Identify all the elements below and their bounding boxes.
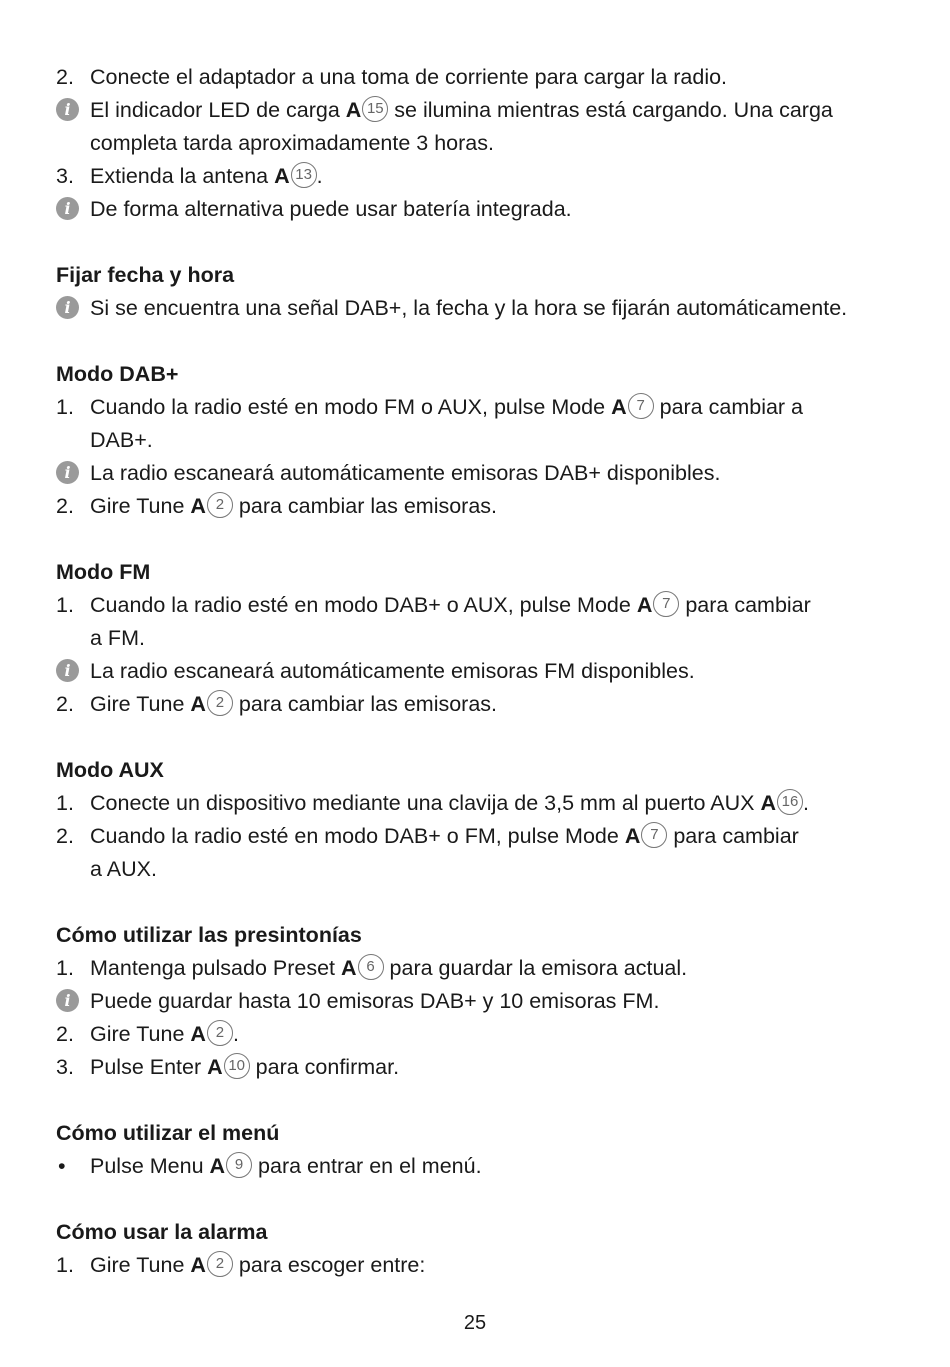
info-icon: i: [56, 461, 79, 484]
step-number: 1.: [56, 1253, 74, 1277]
step-item: 2. Gire Tune A 2 para cambiar las emisoras.: [56, 490, 906, 523]
part-reference: A: [190, 494, 206, 518]
part-reference: A: [624, 824, 641, 848]
section-heading: Cómo utilizar las presintonías: [56, 923, 362, 947]
part-reference: A: [345, 98, 362, 122]
section-heading: Modo AUX: [56, 758, 164, 782]
step-item: [56, 61, 906, 94]
bullet-mark: •: [58, 1154, 66, 1178]
step-number: 3.: [56, 1055, 74, 1079]
info-note: i La radio escaneará automáticamente emisoras DAB+ disponibles.: [56, 457, 906, 490]
section-heading: Modo FM: [56, 560, 151, 584]
info-icon: i: [56, 989, 79, 1012]
part-number-circle: 7: [653, 591, 679, 617]
step-item: 1. Cuando la radio esté en modo DAB+ o AUX, pulse Mode A 7 para cambiar: [56, 589, 906, 622]
step-number: 2.: [56, 824, 74, 848]
part-reference: A: [636, 593, 653, 617]
step-item: 2. Cuando la radio esté en modo DAB+ o FM, pulse Mode A 7 para cambiar: [56, 820, 906, 853]
step-item: 3. Pulse Enter A 10 para confirmar.: [56, 1051, 906, 1084]
info-note: i La radio escaneará automáticamente emisoras FM disponibles.: [56, 655, 906, 688]
part-number-circle: 15: [362, 96, 388, 122]
part-reference: A: [209, 1154, 226, 1178]
part-number-circle: 10: [224, 1053, 250, 1079]
step-number: 1.: [56, 956, 74, 980]
step-item: 2. Gire Tune A 2 .: [56, 1018, 906, 1051]
step-continuation: DAB+.: [90, 428, 153, 452]
section-heading: Fijar fecha y hora: [56, 263, 235, 287]
step-number: 2.: [56, 692, 74, 716]
step-item: 3. Extienda la antena A 13 .: [56, 160, 906, 193]
info-note-continuation: completa tarda aproximadamente 3 horas.: [90, 131, 494, 155]
part-number-circle: 13: [291, 162, 317, 188]
bullet-item: • Pulse Menu A 9 para entrar en el menú.: [56, 1150, 906, 1183]
step-continuation: a FM.: [90, 626, 145, 650]
step-item: 1. Mantenga pulsado Preset A 6 para guardar la emisora actual.: [56, 952, 906, 985]
step-text: Conecte el adaptador a una toma de corriente para cargar la radio.: [90, 65, 728, 89]
document-page: [56, 61, 906, 1282]
step-item: 1. Conecte un dispositivo mediante una clavija de 3,5 mm al puerto AUX A 16 .: [56, 787, 906, 820]
info-note: i De forma alternativa puede usar batería integrada.: [56, 193, 906, 226]
step-continuation: a AUX.: [90, 857, 157, 881]
step-number: 2.: [56, 1022, 74, 1046]
part-reference: A: [760, 791, 776, 815]
part-number-circle: 2: [207, 492, 233, 518]
page-number: 25: [463, 1312, 487, 1334]
step-item: 1. Cuando la radio esté en modo FM o AUX, pulse Mode A 7 para cambiar a: [56, 391, 906, 424]
section-heading: Cómo usar la alarma: [56, 1220, 268, 1244]
step-number: 1.: [56, 791, 74, 815]
part-reference: A: [611, 395, 627, 419]
part-number-circle: 7: [641, 822, 667, 848]
part-number-circle: 2: [207, 690, 233, 716]
part-number-circle: 16: [777, 789, 803, 815]
section-heading: Modo DAB+: [56, 362, 179, 386]
part-number-circle: 2: [207, 1251, 233, 1277]
part-number-circle: 2: [207, 1020, 233, 1046]
info-icon: i: [56, 197, 79, 220]
step-number: 3.: [56, 164, 74, 188]
step-item: 1. Gire Tune A 2 para escoger entre:: [56, 1249, 906, 1282]
step-item: 2. Gire Tune A 2 para cambiar las emisoras.: [56, 688, 906, 721]
info-icon: i: [56, 98, 79, 121]
info-note: i Puede guardar hasta 10 emisoras DAB+ y 10 emisoras FM.: [56, 985, 906, 1018]
part-reference: A: [341, 956, 357, 980]
part-reference: A: [190, 692, 206, 716]
part-reference: A: [190, 1022, 206, 1046]
part-reference: A: [207, 1055, 223, 1079]
step-number: 1.: [56, 395, 74, 419]
part-number-circle: 9: [226, 1152, 252, 1178]
info-icon: i: [56, 296, 79, 319]
part-reference: A: [190, 1253, 206, 1277]
part-number-circle: 6: [358, 954, 384, 980]
part-number-circle: 7: [628, 393, 654, 419]
step-number: 2.: [56, 494, 74, 518]
info-note: i Si se encuentra una señal DAB+, la fecha y la hora se fijarán automáticamente.: [56, 292, 906, 325]
info-note: i El indicador LED de carga A 15 se ilumina mientras está cargando. Una carga: [56, 94, 906, 127]
step-number: 2.: [56, 65, 74, 89]
part-reference: A: [274, 164, 290, 188]
step-number: 1.: [56, 593, 74, 617]
info-icon: i: [56, 659, 79, 682]
section-heading: Cómo utilizar el menú: [56, 1121, 280, 1145]
